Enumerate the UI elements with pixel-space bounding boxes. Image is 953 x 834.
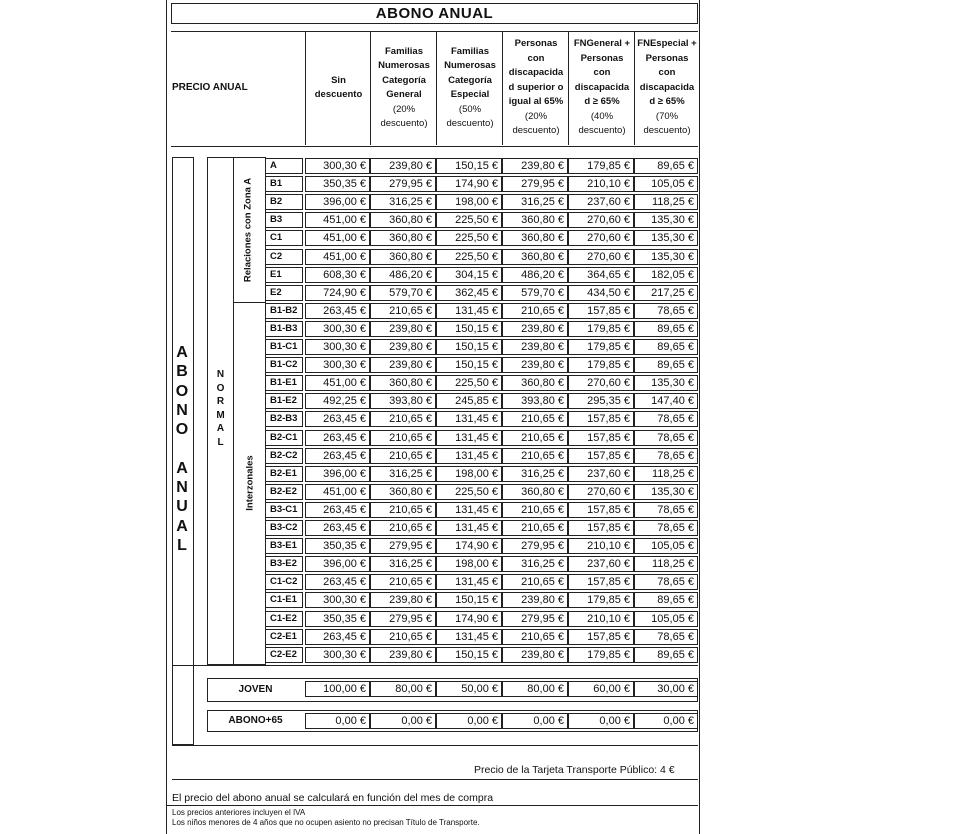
price-cell: 210,65 €: [502, 411, 568, 427]
divider: [172, 779, 698, 780]
abono65-label: ABONO+65: [228, 715, 283, 726]
column-header: [436, 31, 503, 145]
price-cell: 360,80 €: [502, 375, 568, 391]
price-cell: 393,80 €: [370, 393, 436, 409]
price-cell: 210,65 €: [370, 502, 436, 518]
zone-code: B3-E1: [265, 538, 303, 554]
vertical-letter: R: [216, 396, 225, 407]
zone-code: B2: [265, 194, 303, 210]
vertical-letter: [172, 439, 192, 458]
price-cell: 316,25 €: [502, 194, 568, 210]
price-cell: 217,25 €: [634, 285, 698, 301]
vertical-letter: L: [217, 436, 224, 448]
price-cell: 237,60 €: [568, 556, 634, 572]
zone-code: B3: [265, 212, 303, 228]
price-cell: 239,80 €: [502, 339, 568, 355]
footnote-iva: Los precios anteriores incluyen el IVA: [172, 808, 306, 817]
price-cell: 210,65 €: [502, 430, 568, 446]
price-cell: 225,50 €: [436, 375, 502, 391]
price-cell: 270,60 €: [568, 249, 634, 265]
price-cell: 89,65 €: [634, 647, 698, 663]
price-cell: 239,80 €: [370, 339, 436, 355]
column-header-discount: (20% descuento): [512, 110, 560, 137]
price-cell: 451,00 €: [305, 484, 370, 500]
zone-code: C1-C2: [265, 574, 303, 590]
price-cell: 135,30 €: [634, 484, 698, 500]
price-cell: 279,95 €: [502, 538, 568, 554]
price-cell: 486,20 €: [370, 267, 436, 283]
price-cell: 210,65 €: [502, 520, 568, 536]
abono-anual-vertical-label: [172, 343, 192, 555]
price-cell: 316,25 €: [370, 466, 436, 482]
joven-price-cell: 30,00 €: [634, 681, 698, 697]
price-cell: 78,65 €: [634, 303, 698, 319]
zone-code: C1-E1: [265, 592, 303, 608]
price-cell: 135,30 €: [634, 375, 698, 391]
zone-code: B1-B2: [265, 303, 303, 319]
price-cell: 210,65 €: [370, 303, 436, 319]
price-cell: 179,85 €: [568, 339, 634, 355]
price-cell: 210,65 €: [370, 430, 436, 446]
price-cell: 239,80 €: [502, 321, 568, 337]
price-cell: 179,85 €: [568, 592, 634, 608]
price-cell: 492,25 €: [305, 393, 370, 409]
abono65-price-cell: 0,00 €: [634, 713, 698, 729]
price-cell: 239,80 €: [502, 592, 568, 608]
price-cell: 316,25 €: [502, 466, 568, 482]
price-cell: 210,65 €: [502, 574, 568, 590]
price-cell: 237,60 €: [568, 466, 634, 482]
zone-code: C2-E1: [265, 629, 303, 645]
zone-code: C2: [265, 249, 303, 265]
price-cell: 78,65 €: [634, 430, 698, 446]
price-cell: 263,45 €: [305, 303, 370, 319]
price-cell: 451,00 €: [305, 375, 370, 391]
price-cell: 239,80 €: [370, 647, 436, 663]
price-cell: 118,25 €: [634, 466, 698, 482]
price-cell: 239,80 €: [502, 158, 568, 174]
joven-price-cell: 100,00 €: [305, 681, 370, 697]
abono65-price-cell: 0,00 €: [370, 713, 436, 729]
column-header-discount: (40% descuento): [578, 110, 626, 137]
price-cell: 245,85 €: [436, 393, 502, 409]
price-cell: 157,85 €: [568, 430, 634, 446]
price-cell: 360,80 €: [502, 249, 568, 265]
price-cell: 239,80 €: [370, 321, 436, 337]
zone-code: B1-C2: [265, 357, 303, 373]
zone-code: C1: [265, 230, 303, 246]
price-cell: 304,15 €: [436, 267, 502, 283]
price-cell: 210,65 €: [370, 448, 436, 464]
price-cell: 263,45 €: [305, 629, 370, 645]
normal-vertical-label: [207, 369, 234, 450]
vertical-letter: U: [176, 498, 188, 516]
vertical-letter: A: [176, 344, 188, 361]
price-cell: 179,85 €: [568, 647, 634, 663]
abono65-price-cell: 0,00 €: [502, 713, 568, 729]
price-cell: 300,30 €: [305, 321, 370, 337]
price-cell: 174,90 €: [436, 176, 502, 192]
vertical-letter: M: [216, 409, 225, 421]
price-cell: 225,50 €: [436, 249, 502, 265]
price-cell: 150,15 €: [436, 339, 502, 355]
price-cell: 198,00 €: [436, 466, 502, 482]
price-cell: 210,65 €: [370, 629, 436, 645]
interzonales-group-label: Interzonales: [244, 455, 256, 511]
price-cell: 263,45 €: [305, 448, 370, 464]
column-header-discount: (20% descuento): [380, 103, 428, 129]
price-cell: 157,85 €: [568, 448, 634, 464]
price-cell: 210,65 €: [502, 629, 568, 645]
vertical-letter: A: [176, 517, 188, 535]
price-cell: 360,80 €: [502, 212, 568, 228]
price-cell: 210,10 €: [568, 611, 634, 627]
price-cell: 118,25 €: [634, 194, 698, 210]
price-cell: 270,60 €: [568, 375, 634, 391]
column-header: [370, 31, 437, 145]
price-cell: 210,65 €: [502, 303, 568, 319]
joven-price-cell: 80,00 €: [370, 681, 436, 697]
price-cell: 179,85 €: [568, 158, 634, 174]
column-header-discount: (50% descuento): [446, 103, 494, 129]
price-cell: 157,85 €: [568, 520, 634, 536]
divider: [172, 665, 698, 666]
price-cell: 451,00 €: [305, 249, 370, 265]
price-cell: 300,30 €: [305, 339, 370, 355]
price-cell: 239,80 €: [370, 158, 436, 174]
price-cell: 131,45 €: [436, 520, 502, 536]
price-cell: 174,90 €: [436, 538, 502, 554]
tarjeta-price-note: Precio de la Tarjeta Transporte Público: 4 €: [474, 764, 675, 776]
price-cell: 89,65 €: [634, 357, 698, 373]
price-cell: 300,30 €: [305, 592, 370, 608]
price-cell: 360,80 €: [370, 230, 436, 246]
abono65-price-cell: 0,00 €: [568, 713, 634, 729]
price-cell: 150,15 €: [436, 647, 502, 663]
column-header: [634, 31, 700, 145]
price-cell: 360,80 €: [370, 249, 436, 265]
price-cell: 135,30 €: [634, 230, 698, 246]
price-cell: 270,60 €: [568, 212, 634, 228]
column-header-title: Familias Numerosas Categoría General: [378, 45, 430, 100]
price-cell: 486,20 €: [502, 267, 568, 283]
zone-code: B3-C1: [265, 502, 303, 518]
abono65-price-cell: 0,00 €: [436, 713, 502, 729]
zone-code: A: [265, 158, 303, 174]
precio-anual-label: PRECIO ANUAL: [172, 82, 248, 93]
price-cell: 89,65 €: [634, 321, 698, 337]
price-cell: 263,45 €: [305, 411, 370, 427]
price-cell: 263,45 €: [305, 502, 370, 518]
price-cell: 150,15 €: [436, 357, 502, 373]
zone-code: B3-C2: [265, 520, 303, 536]
price-cell: 237,60 €: [568, 194, 634, 210]
price-cell: 157,85 €: [568, 574, 634, 590]
price-cell: 131,45 €: [436, 574, 502, 590]
price-cell: 396,00 €: [305, 194, 370, 210]
price-cell: 295,35 €: [568, 393, 634, 409]
price-cell: 608,30 €: [305, 267, 370, 283]
joven-label: JOVEN: [238, 684, 273, 695]
abono65-price-cell: 0,00 €: [305, 713, 370, 729]
price-cell: 360,80 €: [370, 484, 436, 500]
price-cell: 131,45 €: [436, 303, 502, 319]
price-cell: 225,50 €: [436, 230, 502, 246]
price-cell: 131,45 €: [436, 629, 502, 645]
column-header-title: Personas con discapacida d superior o igual al 65%: [508, 38, 564, 108]
price-cell: 263,45 €: [305, 520, 370, 536]
price-cell: 198,00 €: [436, 194, 502, 210]
column-header: [502, 31, 569, 145]
price-cell: 579,70 €: [502, 285, 568, 301]
price-cell: 198,00 €: [436, 556, 502, 572]
zona-a-group-label: Relaciones con Zona A: [242, 177, 254, 283]
price-cell: 362,45 €: [436, 285, 502, 301]
price-cell: 300,30 €: [305, 357, 370, 373]
price-cell: 300,30 €: [305, 647, 370, 663]
zone-code: B2-C2: [265, 448, 303, 464]
vertical-letter: O: [216, 382, 225, 394]
price-cell: 360,80 €: [502, 484, 568, 500]
zone-code: B1-E2: [265, 393, 303, 409]
price-cell: 316,25 €: [502, 556, 568, 572]
price-cell: 150,15 €: [436, 321, 502, 337]
price-cell: 239,80 €: [502, 647, 568, 663]
vertical-letter: N: [176, 401, 188, 419]
price-cell: 118,25 €: [634, 556, 698, 572]
vertical-letter: N: [216, 369, 225, 380]
price-cell: 131,45 €: [436, 502, 502, 518]
price-cell: 360,80 €: [370, 375, 436, 391]
price-cell: 105,05 €: [634, 176, 698, 192]
vertical-letter: A: [176, 459, 188, 477]
zone-code: B2-B3: [265, 411, 303, 427]
price-cell: 78,65 €: [634, 520, 698, 536]
price-cell: 364,65 €: [568, 267, 634, 283]
price-cell: 210,65 €: [370, 520, 436, 536]
price-cell: 434,50 €: [568, 285, 634, 301]
price-cell: 157,85 €: [568, 502, 634, 518]
price-cell: 135,30 €: [634, 249, 698, 265]
price-cell: 78,65 €: [634, 629, 698, 645]
price-cell: 263,45 €: [305, 574, 370, 590]
divider: [166, 805, 698, 806]
zone-code: B1-E1: [265, 375, 303, 391]
vertical-letter: N: [176, 479, 188, 497]
price-cell: 131,45 €: [436, 411, 502, 427]
price-cell: 225,50 €: [436, 212, 502, 228]
price-cell: 396,00 €: [305, 466, 370, 482]
price-cell: 78,65 €: [634, 448, 698, 464]
price-cell: 174,90 €: [436, 611, 502, 627]
price-cell: 210,10 €: [568, 538, 634, 554]
price-cell: 279,95 €: [502, 611, 568, 627]
zone-code: B1-B3: [265, 321, 303, 337]
price-cell: 210,65 €: [370, 411, 436, 427]
price-cell: 105,05 €: [634, 538, 698, 554]
price-cell: 316,25 €: [370, 194, 436, 210]
column-header: [305, 31, 371, 145]
price-cell: 350,35 €: [305, 611, 370, 627]
price-cell: 131,45 €: [436, 448, 502, 464]
price-cell: 451,00 €: [305, 230, 370, 246]
column-header-title: Familias Numerosas Categoría Especial: [444, 45, 496, 100]
price-cell: 131,45 €: [436, 430, 502, 446]
price-cell: 225,50 €: [436, 484, 502, 500]
price-cell: 150,15 €: [436, 158, 502, 174]
price-cell: 179,85 €: [568, 357, 634, 373]
zone-code: B2-E2: [265, 484, 303, 500]
price-cell: 279,95 €: [370, 538, 436, 554]
zone-code: C1-E2: [265, 611, 303, 627]
price-cell: 360,80 €: [502, 230, 568, 246]
vertical-letter: L: [177, 536, 187, 554]
zone-code: C2-E2: [265, 647, 303, 663]
zone-code: B3-E2: [265, 556, 303, 572]
price-cell: 135,30 €: [634, 212, 698, 228]
price-cell: 105,05 €: [634, 611, 698, 627]
price-cell: 451,00 €: [305, 212, 370, 228]
price-cell: 89,65 €: [634, 592, 698, 608]
joven-price-cell: 80,00 €: [502, 681, 568, 697]
footnote-monthly: El precio del abono anual se calculará en función del mes de compra: [172, 792, 494, 804]
price-cell: 89,65 €: [634, 158, 698, 174]
price-cell: 300,30 €: [305, 158, 370, 174]
column-header-title: FNEspecial + Personas con discapacida d ≥ 65%: [637, 38, 697, 108]
price-cell: 350,35 €: [305, 538, 370, 554]
price-cell: 270,60 €: [568, 230, 634, 246]
price-cell: 279,95 €: [370, 611, 436, 627]
price-cell: 210,65 €: [370, 574, 436, 590]
zone-code: B2-E1: [265, 466, 303, 482]
zone-code: E1: [265, 267, 303, 283]
zone-code: B1-C1: [265, 339, 303, 355]
zone-code: B1: [265, 176, 303, 192]
price-cell: 396,00 €: [305, 556, 370, 572]
price-cell: 179,85 €: [568, 321, 634, 337]
vertical-letter: O: [175, 421, 189, 439]
price-cell: 78,65 €: [634, 411, 698, 427]
column-header-title: Sin descuento: [314, 74, 363, 100]
price-cell: 157,85 €: [568, 303, 634, 319]
price-cell: 263,45 €: [305, 430, 370, 446]
price-cell: 393,80 €: [502, 393, 568, 409]
price-cell: 350,35 €: [305, 176, 370, 192]
divider: [172, 745, 698, 746]
joven-price-cell: 60,00 €: [568, 681, 634, 697]
price-cell: 78,65 €: [634, 574, 698, 590]
price-cell: 182,05 €: [634, 267, 698, 283]
footnote-children: Los niños menores de 4 años que no ocupen asiento no precisan Título de Transporte.: [172, 818, 480, 827]
price-cell: 279,95 €: [502, 176, 568, 192]
price-cell: 89,65 €: [634, 339, 698, 355]
price-cell: 150,15 €: [436, 592, 502, 608]
price-cell: 210,10 €: [568, 176, 634, 192]
column-header-discount: (70% descuento): [643, 110, 691, 137]
price-cell: 579,70 €: [370, 285, 436, 301]
vertical-letter: A: [216, 423, 225, 434]
price-cell: 724,90 €: [305, 285, 370, 301]
column-header: [568, 31, 635, 145]
price-cell: 239,80 €: [502, 357, 568, 373]
price-cell: 279,95 €: [370, 176, 436, 192]
price-cell: 239,80 €: [370, 357, 436, 373]
price-cell: 270,60 €: [568, 484, 634, 500]
price-cell: 316,25 €: [370, 556, 436, 572]
price-cell: 210,65 €: [502, 502, 568, 518]
price-cell: 210,65 €: [502, 448, 568, 464]
column-header-title: FNGeneral + Personas con discapacida d ≥ 65%: [573, 38, 631, 108]
price-cell: 360,80 €: [370, 212, 436, 228]
zone-code: E2: [265, 285, 303, 301]
vertical-letter: B: [176, 363, 188, 381]
price-cell: 157,85 €: [568, 411, 634, 427]
joven-price-cell: 50,00 €: [436, 681, 502, 697]
vertical-letter: O: [175, 382, 189, 400]
price-cell: 157,85 €: [568, 629, 634, 645]
document-title: ABONO ANUAL: [171, 3, 698, 24]
price-cell: 147,40 €: [634, 393, 698, 409]
price-cell: 239,80 €: [370, 592, 436, 608]
price-cell: 78,65 €: [634, 502, 698, 518]
zone-code: B2-C1: [265, 430, 303, 446]
